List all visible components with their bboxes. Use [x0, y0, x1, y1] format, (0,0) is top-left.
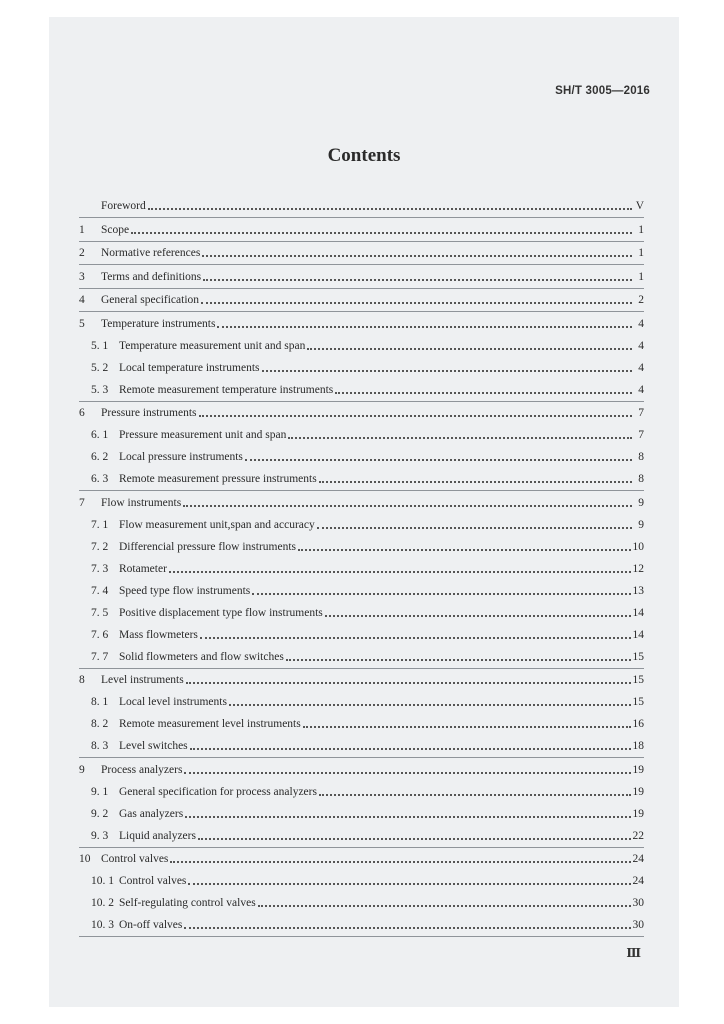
toc-entry-number: 9: [79, 763, 85, 776]
toc-entry-page-number: 19: [632, 763, 644, 776]
toc-entry-number: 10: [79, 853, 91, 865]
toc-entry-page-number: 8: [638, 473, 644, 485]
dot-leader: [148, 208, 632, 210]
dot-leader: [325, 615, 631, 617]
dot-leader: [201, 302, 632, 304]
toc-entry-page-number: 4: [638, 317, 644, 330]
toc-divider: [79, 401, 644, 402]
toc-entry-number: 7. 6: [91, 628, 109, 641]
toc-entry: [79, 807, 644, 821]
toc-entry-page-number: 16: [632, 718, 644, 730]
toc-entry-number: 9. 1: [91, 785, 109, 798]
toc-entry: [79, 223, 644, 237]
toc-entry-page-number: 1: [638, 223, 644, 236]
toc-divider: [79, 311, 644, 312]
toc-entry-number: 6. 3: [91, 473, 109, 485]
toc-entry-page-number: 18: [632, 740, 644, 752]
toc-entry-page-number: 7: [638, 407, 644, 419]
dot-leader: [199, 415, 632, 417]
toc-entry-label: Normative references: [101, 247, 201, 259]
toc-entry-number: 10. 1: [91, 875, 114, 887]
dot-leader: [200, 637, 631, 639]
toc-entry-number: 5. 3: [91, 383, 109, 396]
toc-entry-label: Mass flowmeters: [119, 628, 198, 641]
dot-leader: [335, 392, 632, 394]
toc-entry-page-number: 14: [632, 606, 644, 619]
toc-entry: [79, 472, 644, 486]
toc-entry-number: 1: [79, 223, 85, 236]
toc-entry-number: 10. 2: [91, 897, 114, 909]
toc-entry-page-number: 30: [632, 919, 644, 931]
dot-leader: [186, 682, 631, 684]
toc-entry-label: Liquid analyzers: [119, 829, 196, 842]
toc-entry: [79, 785, 644, 799]
toc-divider: [79, 668, 644, 669]
toc-entry-page-number: 10: [632, 540, 644, 553]
toc-entry-label: Pressure instruments: [101, 407, 197, 419]
dot-leader: [245, 459, 632, 461]
table-of-contents: [79, 199, 644, 932]
toc-entry-label: Control valves: [119, 875, 187, 887]
toc-entry: [79, 293, 644, 307]
toc-divider: [79, 936, 644, 937]
toc-entry-page-number: 9: [638, 518, 644, 531]
toc-entry: [79, 896, 644, 910]
toc-entry-number: 7. 5: [91, 606, 109, 619]
toc-divider: [79, 241, 644, 242]
toc-entry: [79, 317, 644, 331]
dot-leader: [317, 527, 632, 529]
toc-entry: [79, 628, 644, 642]
toc-entry-page-number: V: [635, 200, 644, 212]
toc-entry-number: 9. 3: [91, 829, 109, 842]
dot-leader: [190, 748, 631, 750]
toc-entry-label: Foreword: [101, 200, 146, 212]
toc-entry-number: 6. 2: [91, 451, 109, 463]
toc-entry: [79, 717, 644, 731]
toc-entry-label: General specification: [101, 294, 200, 306]
toc-entry-page-number: 19: [632, 807, 644, 820]
toc-entry: [79, 874, 644, 888]
toc-entry-number: 5. 2: [91, 361, 109, 374]
toc-entry: [79, 763, 644, 777]
toc-entry-label: Scope: [101, 223, 130, 236]
toc-entry: [79, 246, 644, 260]
toc-entry-number: 5: [79, 317, 85, 330]
toc-entry-label: Pressure measurement unit and span: [119, 429, 287, 441]
dot-leader: [319, 481, 632, 483]
dot-leader: [188, 883, 630, 885]
toc-entry-label: On-off valves: [119, 919, 183, 931]
standard-code: SH/T 3005—2016: [555, 85, 650, 97]
toc-entry-label: Flow measurement unit,span and accuracy: [119, 518, 315, 531]
toc-entry: [79, 739, 644, 753]
toc-entry-number: 7. 1: [91, 518, 109, 531]
toc-entry: [79, 852, 644, 866]
toc-entry-label: Local pressure instruments: [119, 451, 243, 463]
toc-entry-label: General specification for process analyzers: [119, 785, 317, 798]
dot-leader: [202, 255, 632, 257]
toc-entry-label: Flow instruments: [101, 496, 182, 509]
toc-entry-page-number: 19: [632, 785, 644, 798]
toc-entry-label: Positive displacement type flow instruments: [119, 606, 323, 619]
toc-entry-page-number: 15: [632, 674, 644, 686]
toc-entry-number: 8. 3: [91, 740, 109, 752]
toc-entry-label: Terms and definitions: [101, 270, 202, 283]
toc-entry-number: 3: [79, 270, 85, 283]
toc-entry: [79, 361, 644, 375]
toc-entry-label: Speed type flow instruments: [119, 584, 251, 597]
toc-entry-label: Level switches: [119, 740, 188, 752]
dot-leader: [303, 726, 631, 728]
toc-entry: [79, 450, 644, 464]
toc-entry-page-number: 13: [632, 584, 644, 597]
toc-divider: [79, 490, 644, 491]
page-title: Contents: [327, 145, 401, 166]
toc-entry-page-number: 15: [632, 696, 644, 708]
dot-leader: [307, 348, 632, 350]
toc-entry-label: Remote measurement level instruments: [119, 718, 301, 730]
toc-entry: [79, 270, 644, 284]
toc-entry-number: 7. 2: [91, 540, 109, 553]
toc-entry-page-number: 1: [638, 247, 644, 259]
toc-divider: [79, 217, 644, 218]
toc-entry-label: Differencial pressure flow instruments: [119, 540, 297, 553]
dot-leader: [131, 232, 632, 234]
toc-entry: [79, 496, 644, 510]
toc-entry-number: 6. 1: [91, 429, 109, 441]
toc-entry-page-number: 30: [632, 897, 644, 909]
toc-entry-number: 5. 1: [91, 339, 109, 352]
dot-leader: [262, 370, 632, 372]
toc-entry: [79, 673, 644, 687]
dot-leader: [288, 437, 632, 439]
dot-leader: [185, 816, 630, 818]
dot-leader: [319, 794, 631, 796]
toc-entry-label: Level instruments: [101, 674, 184, 686]
toc-entry-page-number: 1: [638, 270, 644, 283]
toc-entry-number: 8. 1: [91, 696, 109, 708]
toc-divider: [79, 757, 644, 758]
toc-entry-label: Temperature measurement unit and span: [119, 339, 306, 352]
toc-entry: [79, 562, 644, 576]
dot-leader: [203, 279, 632, 281]
toc-entry: [79, 606, 644, 620]
toc-entry: [79, 518, 644, 532]
toc-entry: [79, 584, 644, 598]
toc-entry-label: Self-regulating control valves: [119, 897, 256, 909]
toc-entry: [79, 829, 644, 843]
toc-entry-page-number: 4: [638, 361, 644, 374]
toc-entry-label: Remote measurement pressure instruments: [119, 473, 317, 485]
toc-entry-label: Gas analyzers: [119, 807, 184, 820]
toc-entry-number: 10. 3: [91, 919, 114, 931]
dot-leader: [198, 838, 631, 840]
toc-entry: [79, 695, 644, 709]
dot-leader: [170, 861, 630, 863]
page-folio: Ⅲ: [626, 946, 641, 960]
toc-entry-page-number: 7: [638, 429, 644, 441]
toc-entry-page-number: 22: [632, 829, 644, 842]
toc-entry-page-number: 2: [638, 294, 644, 306]
toc-divider: [79, 288, 644, 289]
dot-leader: [229, 704, 631, 706]
toc-entry-label: Solid flowmeters and flow switches: [119, 650, 284, 663]
toc-divider: [79, 847, 644, 848]
toc-entry: [79, 406, 644, 420]
toc-entry-label: Remote measurement temperature instruments: [119, 383, 334, 396]
toc-entry-page-number: 4: [638, 383, 644, 396]
dot-leader: [286, 659, 631, 661]
toc-entry-page-number: 12: [632, 562, 644, 575]
document-page: [49, 17, 679, 1007]
dot-leader: [252, 593, 630, 595]
dot-leader: [258, 905, 631, 907]
toc-entry-page-number: 9: [638, 496, 644, 509]
toc-entry-number: 6: [79, 407, 85, 419]
toc-entry-label: Process analyzers: [101, 763, 183, 776]
toc-entry-label: Rotameter: [119, 562, 167, 575]
toc-entry-number: 7. 4: [91, 584, 109, 597]
dot-leader: [298, 549, 630, 551]
toc-entry-label: Temperature instruments: [101, 317, 216, 330]
toc-entry-number: 2: [79, 247, 85, 259]
toc-entry: [79, 199, 644, 213]
toc-entry-label: Control valves: [101, 853, 169, 865]
toc-entry-number: 9. 2: [91, 807, 109, 820]
toc-entry: [79, 383, 644, 397]
dot-leader: [184, 927, 630, 929]
toc-entry-page-number: 15: [632, 650, 644, 663]
dot-leader: [169, 571, 631, 573]
toc-divider: [79, 264, 644, 265]
toc-entry-label: Local level instruments: [119, 696, 227, 708]
toc-entry-page-number: 24: [632, 875, 644, 887]
dot-leader: [183, 505, 632, 507]
toc-entry-number: 8: [79, 674, 85, 686]
toc-entry-number: 7: [79, 496, 85, 509]
toc-entry: [79, 918, 644, 932]
toc-entry: [79, 650, 644, 664]
toc-entry-number: 8. 2: [91, 718, 109, 730]
toc-entry-page-number: 24: [632, 853, 644, 865]
toc-entry-number: 7. 7: [91, 650, 109, 663]
toc-entry-label: Local temperature instruments: [119, 361, 260, 374]
toc-entry: [79, 540, 644, 554]
dot-leader: [217, 326, 632, 328]
toc-entry-page-number: 14: [632, 628, 644, 641]
toc-entry-page-number: 4: [638, 339, 644, 352]
toc-entry-number: 7. 3: [91, 562, 109, 575]
dot-leader: [184, 772, 630, 774]
toc-entry: [79, 339, 644, 353]
toc-entry-number: 4: [79, 294, 85, 306]
toc-entry: [79, 428, 644, 442]
toc-entry-page-number: 8: [638, 451, 644, 463]
